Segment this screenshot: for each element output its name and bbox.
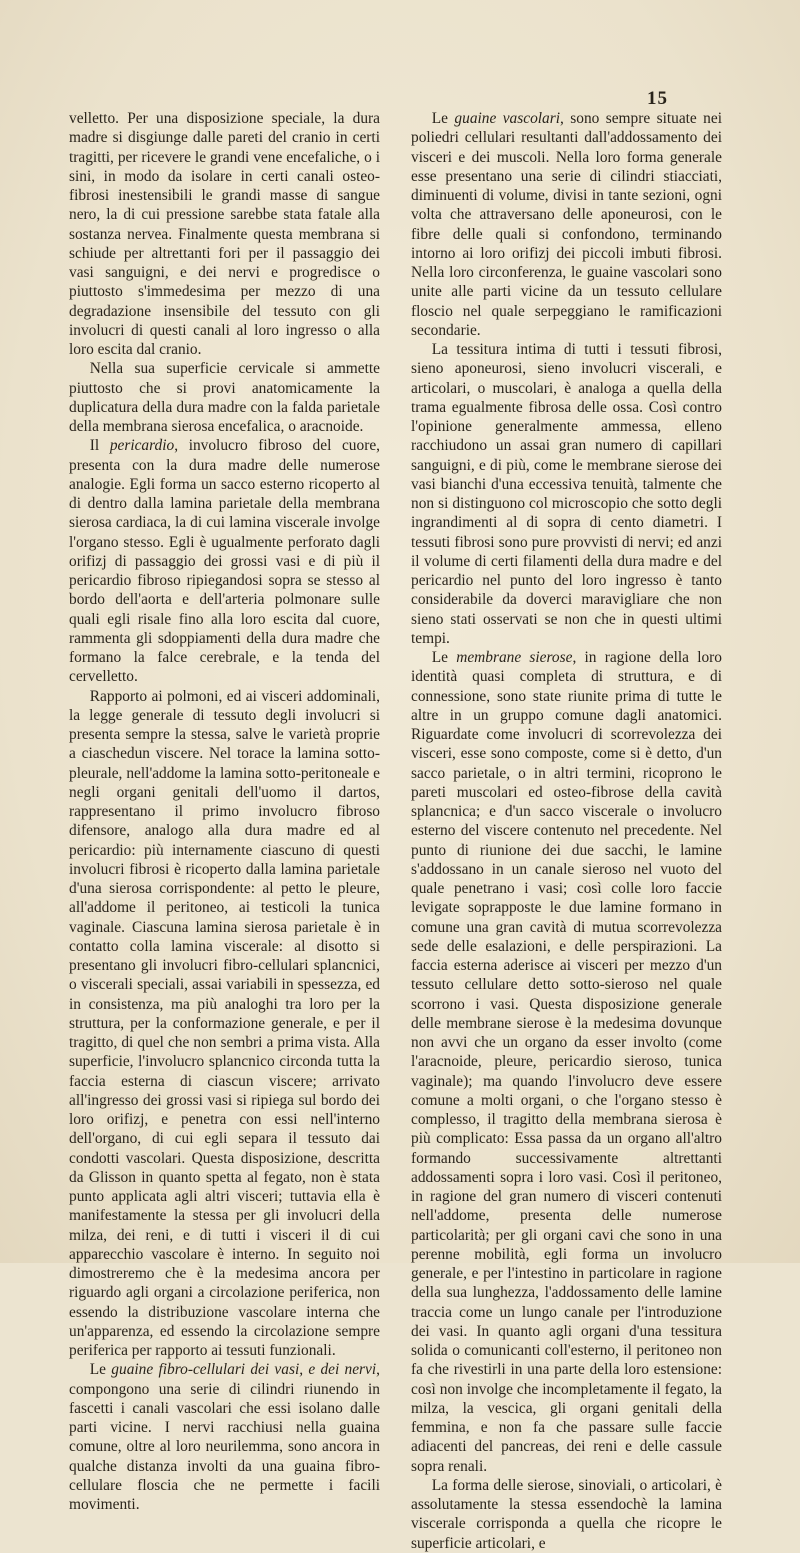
italic-term: pericardio xyxy=(109,437,175,455)
paragraph: Le guaine vascolari, sono sempre situate nei poliedri cellulari resultanti dall'addossamento dei visceri e dei muscoli. Nella loro forma generale esse presentano una serie di cilindri stiacciati, diminuenti di volume, divisi in tante sezioni, ogni volta che attraversano delle aponeurosi, con le fibre delle quali si confondono, terminando intorno ai loro orifizj dei piccoli imbuti fibrosi. Nella loro circonferenza, le guaine vascolari sono unite alle parti vicine da un tessuto cellulare floscio nel quale serpeggiano le ramificazioni secondarie. xyxy=(411,110,722,339)
right-column xyxy=(411,109,722,1553)
page-number: 15 xyxy=(647,88,668,109)
paragraph: La forma delle sierose, sinoviali, o articolari, è assolutamente la stessa essendochè la lamina viscerale corrisponda a quella che ricopre le superficie articolari, e xyxy=(411,1476,722,1552)
italic-term: membrane sierose xyxy=(456,649,573,666)
paragraph: Le membrane sierose, in ragione della loro identità quasi completa di struttura, e di connessione, sono state riunite prima di tutte le altre in un gruppo comune dagli anatomici. Riguardate come involucri di scorrevolezza dei visceri, esse sono composte, come si è detto, d'un sacco parietale, o in altri termini, ricoprono le pareti muscolari ed osteo-fibrose della cavità splancnica; e d'un sacco viscerale o involucro esterno del viscere contenuto nel precedente. Nel punto di riunione dei due sacchi, le lamine s'addossano in un canale sieroso nel vuoto del quale penetrano i vasi; così colle loro faccie levigate soprapposte le due lamine formano in comune una gran cavità di mutua scorrevolezza sede delle esalazioni, e delle perspirazioni. La faccia esterna aderisce ai visceri per mezzo d'un tessuto cellulare detto sotto-sieroso nel quale scorrono i vasi. Questa disposizione generale delle membrane sierose è la medesima dovunque non avvi che un organo da esser involto (come l'aracnoide, pleure, pericardio sieroso, tunica vaginale); ma quando l'involucro deve essere comune a molti organi, o che l'organo stesso è complesso, il tragitto della membrana sierosa è più complicato: Essa passa da un organo all'altro formando successivamente altrettanti addossamenti sopra i loro vasi. Così il peritoneo, in ragione del gran numero di visceri contenuti nell'addome, presenta delle numerose particolarità; per gli organi cavi che sono in una perenne mobilità, egli forma un involucro generale, e per l'intestino in particolare in ragione della sua lunghezza, l'addossamento delle lamine traccia come un lungo canale per l'introduzione dei vasi. In quanto agli organi d'una tessitura solida o comunicanti coll'esterno, il peritoneo non fa che rivestirli in una parte della loro estensione: così non involge che incompletamente il fegato, la milza, la vescica, gli organi genitali della femmina, e non fa che passare sulle faccie adiacenti del pancreas, dei reni e delle cassule sopra renali. xyxy=(411,649,722,1475)
paragraph: Nella sua superficie cervicale si ammette piuttosto che si provi anatomicamente la duplicatura della dura madre con la falda parietale della membrana sierosa encefalica, o aracnoide. xyxy=(69,360,380,435)
paragraph: Rapporto ai polmoni, ed ai visceri addominali, la legge generale di tessuto degli involucri si presenta sempre la stessa, salve le varietà proprie a ciaschedun viscere. Nel torace la lamina sotto-pleurale, nell'addome la lamina sotto-peritoneale e negli organi genitali dell'uomo il dartos, rappresentano il primo involucro fibroso difensore, analogo alla dura madre ed al pericardio: più internamente ciascuno di questi involucri fibrosi è ricoperto dalla lamina parietale d'una sierosa corrispondente: al petto le pleure, all'addome il peritoneo, ai testicoli la tunica vaginale. Ciascuna lamina sierosa parietale è in contatto colla lamina viscerale: al disotto si presentano gli involucri fibro-cellulari splancnici, o viscerali speciali, assai variabili in spessezza, ed in consistenza, ma più analoghi tra loro per la struttura, per la conformazione generale, e per il tragitto, di quel che non sembri a prima vista. Alla superficie, l'involucro splancnico circonda tutta la faccia esterna di ciascun viscere; arrivato all'ingresso dei grossi vasi si ripiega sul bordo dei loro orifizj, e penetra con essi nell'interno dell'organo, di cui egli separa il tessuto dai condotti vascolari. Questa disposizione, descritta da Glisson in quanto spetta al fegato, non è stata punto applicata agli altri visceri; tuttavia ella è manifestamente la stessa per gli involucri della milza, dei reni, e di tutti i visceri il di cui apparecchio vascolare è interno. In seguito noi dimostreremo che è la medesima ancora per riguardo agli organi a circolazione periferica, non essendo la distribuzione vascolare interna che un'apparenza, ed essendo la circolazione sempre periferica per rapporto ai tessuti funzionali. xyxy=(69,687,380,1359)
paragraph: Il pericardio, involucro fibroso del cuore, presenta con la dura madre delle numerose analogie. Egli forma un sacco esterno ricoperto al di dentro dalla lamina parietale della membrana sierosa cardiaca, la di cui lamina viscerale involge l'organo stesso. Egli è ugualmente perforato dagli orifizj di passaggio dei grossi vasi e di più il pericardio fibroso ripiegandosi sopra se stesso al bordo dell'aorta e dell'arteria polmonare sulle quali egli risale fino alla loro escita dal cuore, rammenta gli sdoppiamenti della dura madre che formano la falce cerebrale, e la tenda del cervelletto. xyxy=(69,437,380,686)
left-column xyxy=(69,109,380,1514)
paragraph: Le guaine fibro-cellulari dei vasi, e dei nervi, compongono una serie di cilindri riunendo in fascetti i canali vascolari che essi isolano dalle parti vicine. I nervi racchiusi nella guaina comune, oltre al loro neurilemma, sono ancora in qualche distanza involti da una guaina fibro-cellulare floscia che ne permette i facili movimenti. xyxy=(69,1361,380,1513)
italic-term: guaine fibro-cellulari dei vasi, e dei nervi xyxy=(111,1361,377,1379)
paragraph: velletto. Per una disposizione speciale, la dura madre si disgiunge dalle pareti del cranio in certi tragitti, per ricevere le grandi vene encefaliche, o i sini, in modo da isolare in certi canali osteo-fibrosi inestensibili le grandi masse di sangue nero, la di cui pressione sarebbe stata fatale alla sostanza nervea. Finalmente questa membrana si schiude per altrettanti fori per il passaggio dei vasi sanguigni, e dei nervi e progredisce o piuttosto s'immedesima per mezzo di una degradazione insensibile del tessuto con gli involucri di questi canali al loro ingresso o alla loro escita dal cranio. xyxy=(69,110,380,358)
paragraph: La tessitura intima di tutti i tessuti fibrosi, sieno aponeurosi, sieno involucri viscerali, e articolari, o muscolari, è analoga a quella della trama egualmente fibrosa delle ossa. Così contro l'opinione generalmente ammessa, elleno racchiudono un assai gran numero di capillari sanguigni, e di più, come le membrane sierose dei vasi bianchi d'una eccessiva tenuità, talmente che non si distinguono col microscopio che sotto degli ingrandimenti al di sopra di cento diametri. I tessuti fibrosi sono pure provvisti di nervi; ed anzi il volume di certi filamenti della dura madre e del pericardio nel punto del loro ingresso è tanto considerabile da doverci maravigliare che non sieno stati osservati se non che in questi ultimi tempi. xyxy=(411,341,722,647)
italic-term: guaine vascolari xyxy=(454,110,560,127)
